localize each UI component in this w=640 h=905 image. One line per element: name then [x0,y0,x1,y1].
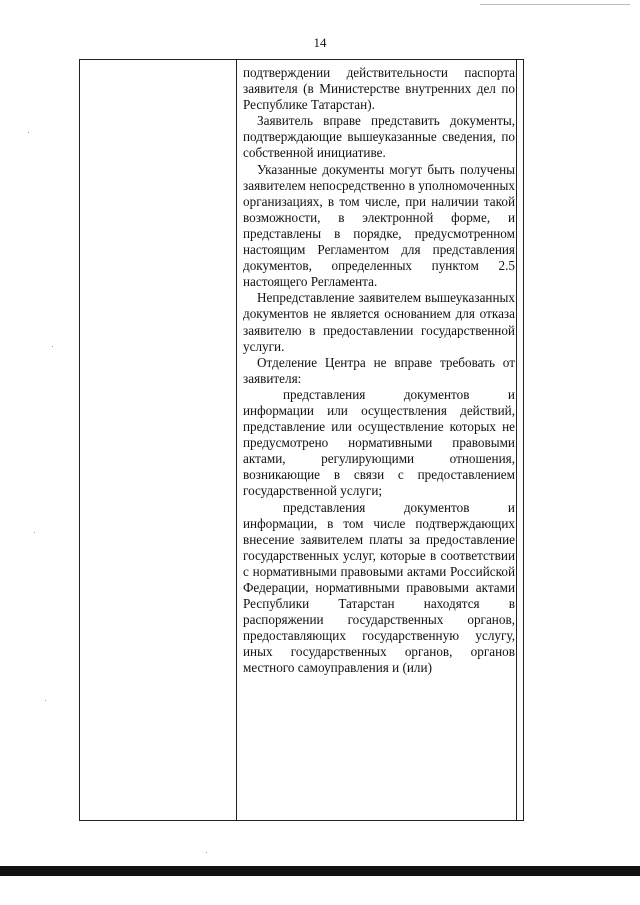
scan-speck [206,852,207,853]
scan-speck [28,132,29,133]
paragraph: Отделение Центра не вправе требовать от заявителя: [243,354,515,386]
scan-edge-line [480,4,630,5]
scan-speck [52,346,53,347]
scan-speck [34,532,35,533]
page-number: 14 [313,35,327,50]
paragraph: подтверждении действительности паспорта заявителя (в Министерстве внутренних дел по Республике Татарстан). [243,65,515,113]
document-table [79,59,524,821]
paragraph: Указанные документы могут быть получены заявителем непосредственно в уполномоченных организациях, в том числе, при наличии такой возможности, в электронной форме, и представлены в порядке, предусмотренном настоящим Регламентом для представления документов, определенных пунктом 2.5 настоящего Регламента. [243,161,515,290]
table-column-divider [516,60,517,820]
paragraph: Заявитель вправе представить документы, подтверждающие вышеуказанные сведения, по собственной инициативе. [243,113,515,161]
paragraph: Непредставление заявителем вышеуказанных документов не является основанием для отказа заявителю в предоставлении государственной услуги. [243,290,515,354]
paragraph: представления документов и информации, в том числе подтверждающих внесение заявителем платы за предоставление государственных услуг, которые в соответствии с нормативными правовыми актами Российской Федерации, нормативными правовыми актами Республики Татарстан находятся в распоряжении государственных органов, предоставляющих государственную услугу, иных государственных органов, органов местного самоуправления и (или) [243,499,515,676]
table-column-divider [236,60,237,820]
scan-border-bar [0,866,640,876]
scan-speck [45,700,46,701]
paragraph: представления документов и информации или осуществления действий, представление или осуществление которых не предусмотрено нормативными правовыми актами, регулирующими отношения, возникающие в связи с предоставлением государственной услуги; [243,386,515,499]
table-cell-text [243,65,515,677]
